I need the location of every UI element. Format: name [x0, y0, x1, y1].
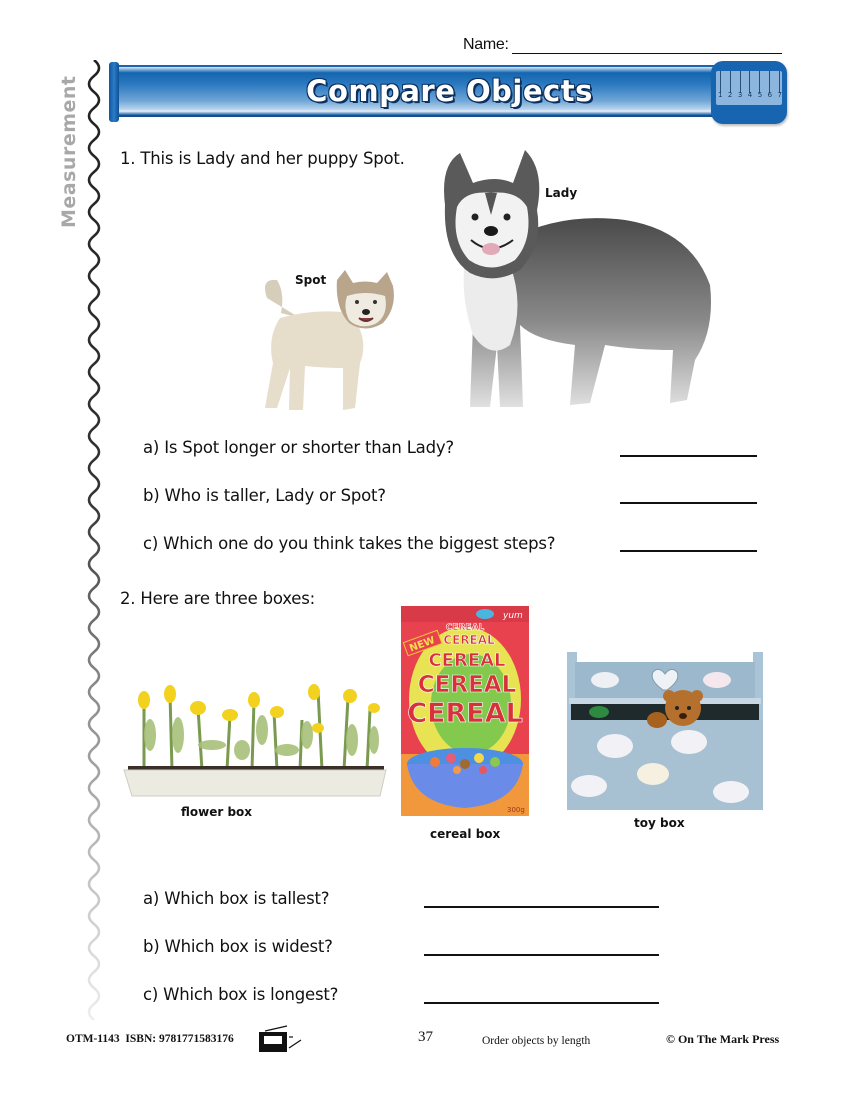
footer-copyright: © On The Mark Press [666, 1032, 780, 1046]
cereal-box-label: cereal box [430, 827, 501, 841]
spot-label: Spot [295, 273, 327, 287]
question-1b-answer-line[interactable] [620, 502, 757, 504]
svg-text:NEW: NEW [408, 635, 437, 655]
svg-text:CEREAL: CEREAL [445, 623, 485, 633]
question-1a-text: a) Is Spot longer or shorter than Lady? [143, 438, 454, 457]
page-title: Compare Objects [306, 74, 593, 108]
svg-text:300g: 300g [507, 806, 525, 814]
question-2-prompt: 2. Here are three boxes: [120, 589, 316, 608]
tulip-planter-image [122, 680, 388, 800]
subject-side-label: Measurement [58, 75, 80, 228]
question-2a-text: a) Which box is tallest? [143, 889, 330, 908]
question-2c-text: c) Which box is longest? [143, 985, 339, 1004]
question-1c-answer-line[interactable] [620, 550, 757, 552]
svg-text:CEREAL: CEREAL [417, 672, 517, 698]
svg-text:CEREAL: CEREAL [428, 650, 506, 671]
question-2a-answer-line[interactable] [424, 906, 659, 908]
question-2c-answer-line[interactable] [424, 1002, 659, 1004]
footer-topic: Order objects by length [482, 1035, 591, 1047]
footer-product-code: OTM-1143 ISBN: 9781771583176 [66, 1033, 234, 1045]
question-1c-text: c) Which one do you think takes the biggest steps? [143, 534, 556, 553]
flower-box-label: flower box [181, 805, 253, 819]
name-input-line[interactable] [512, 40, 782, 54]
svg-text:CEREAL: CEREAL [443, 633, 495, 647]
question-2b-text: b) Which box is widest? [143, 937, 333, 956]
question-1-prompt: 1. This is Lady and her puppy Spot. [120, 149, 405, 168]
wavy-margin-line [80, 60, 110, 1020]
cereal-box-image [399, 604, 531, 818]
question-1b-text: b) Who is taller, Lady or Spot? [143, 486, 386, 505]
name-field [463, 36, 782, 54]
toy-box-label: toy box [634, 816, 685, 830]
lady-label: Lady [545, 186, 578, 200]
ruler-icon: 1 2 3 4 5 6 7 [711, 61, 787, 124]
name-label: Name: [463, 36, 509, 53]
toy-chest-image [565, 650, 765, 810]
question-1a-answer-line[interactable] [620, 455, 757, 457]
husky-puppy-image [255, 268, 400, 416]
question-2b-answer-line[interactable] [424, 954, 659, 956]
activity-card-icon [257, 1024, 309, 1054]
svg-text:yum: yum [503, 611, 523, 621]
svg-text:CEREAL: CEREAL [407, 698, 523, 729]
page-number: 37 [418, 1029, 433, 1045]
